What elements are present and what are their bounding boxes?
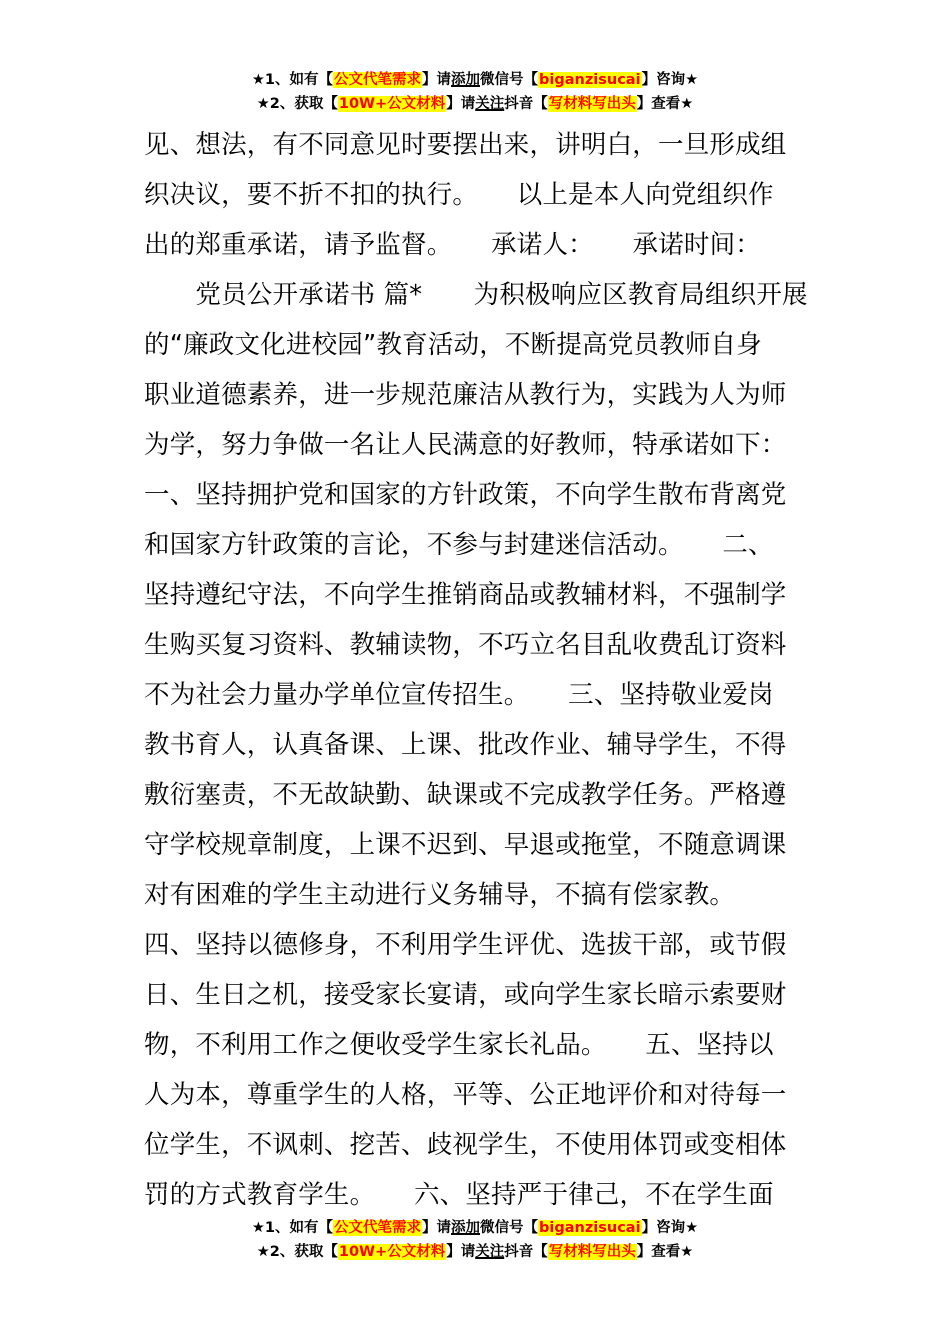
body-line: 的“廉政文化进校园”教育活动，不断提高党员教师自身 bbox=[144, 330, 762, 360]
banner-line-1 bbox=[0, 68, 950, 92]
underlined-add: 添加 bbox=[451, 72, 481, 88]
banner-text: 微信号【 bbox=[480, 72, 539, 88]
highlight-wechat-id: biganzisucai bbox=[539, 1220, 641, 1236]
banner-line-2 bbox=[0, 1240, 950, 1264]
body-line: 对有困难的学生主动进行义务辅导，不搞有偿家教。 bbox=[144, 880, 774, 910]
body-line: 物，不利用工作之便收受学生家长礼品。 五、坚持以 bbox=[144, 1030, 774, 1060]
body-line: 教书育人，认真备课、上课、批改作业、辅导学生，不得 bbox=[144, 730, 787, 760]
highlight-douyin-account: 写材料写出头 bbox=[548, 96, 636, 112]
body-line: 四、坚持以德修身，不利用学生评优、选拔干部，或节假 bbox=[144, 930, 787, 960]
footer-banner bbox=[0, 1216, 950, 1264]
body-line: 守学校规章制度，上课不迟到、早退或拖堂，不随意调课 bbox=[144, 830, 787, 860]
banner-text: 】查看★ bbox=[636, 1244, 694, 1260]
banner-text: 】咨询★ bbox=[641, 1220, 699, 1236]
body-line: 和国家方针政策的言论，不参与封建迷信活动。 二、 bbox=[144, 530, 774, 560]
banner-text: 微信号【 bbox=[480, 1220, 539, 1236]
body-line: 一、坚持拥护党和国家的方针政策，不向学生散布背离党 bbox=[144, 480, 787, 510]
underlined-add: 添加 bbox=[451, 1220, 481, 1236]
body-line: 敷衍塞责，不无故缺勤、缺课或不完成教学任务。严格遵 bbox=[144, 780, 787, 810]
body-line: 为学，努力争做一名让人民满意的好教师，特承诺如下： bbox=[144, 430, 787, 460]
banner-text: 】咨询★ bbox=[641, 72, 699, 88]
banner-text: ★2、获取【 bbox=[256, 1244, 338, 1260]
banner-text: ★1、如有【 bbox=[251, 1220, 334, 1236]
highlight-douyin-account: 写材料写出头 bbox=[548, 1244, 636, 1260]
highlight-service: 公文代笔需求 bbox=[334, 1220, 422, 1236]
banner-text: 】请 bbox=[422, 72, 452, 88]
banner-text: 】请 bbox=[422, 1220, 452, 1236]
body-line: 日、生日之机，接受家长宴请，或向学生家长暗示索要财 bbox=[144, 980, 787, 1010]
document-body bbox=[144, 120, 808, 1220]
highlight-wechat-id: biganzisucai bbox=[539, 72, 641, 88]
body-line: 生购买复习资料、教辅读物，不巧立名目乱收费乱订资料 bbox=[144, 630, 787, 660]
banner-text: 抖音【 bbox=[504, 1244, 548, 1260]
body-line: 不为社会力量办学单位宣传招生。 三、坚持敬业爱岗 bbox=[144, 680, 774, 710]
body-line: 人为本，尊重学生的人格，平等、公正地评价和对待每一 bbox=[144, 1080, 787, 1110]
banner-text: ★1、如有【 bbox=[251, 72, 334, 88]
highlight-materials: 10W+公文材料 bbox=[338, 96, 446, 112]
body-line: 织决议，要不折不扣的执行。 以上是本人向党组织作 bbox=[144, 180, 774, 210]
banner-text: 】请 bbox=[446, 96, 476, 112]
highlight-service: 公文代笔需求 bbox=[334, 72, 422, 88]
body-line: 位学生，不讽刺、挖苦、歧视学生，不使用体罚或变相体 bbox=[144, 1130, 787, 1160]
highlight-materials: 10W+公文材料 bbox=[338, 1244, 446, 1260]
underlined-follow: 关注 bbox=[475, 1244, 505, 1260]
banner-text: 】查看★ bbox=[636, 96, 694, 112]
body-line: 党员公开承诺书 篇* 为积极响应区教育局组织开展 bbox=[144, 280, 808, 310]
banner-line-1 bbox=[0, 1216, 950, 1240]
banner-line-2 bbox=[0, 92, 950, 116]
body-line: 见、想法，有不同意见时要摆出来，讲明白，一旦形成组 bbox=[144, 130, 787, 160]
body-line: 出的郑重承诺，请予监督。 承诺人： 承诺时间： bbox=[144, 230, 762, 260]
body-line: 职业道德素养，进一步规范廉洁从教行为，实践为人为师 bbox=[144, 380, 787, 410]
body-line: 罚的方式教育学生。 六、坚持严于律己，不在学生面 bbox=[144, 1180, 774, 1210]
banner-text: 】请 bbox=[446, 1244, 476, 1260]
underlined-follow: 关注 bbox=[475, 96, 505, 112]
header-banner bbox=[0, 68, 950, 116]
banner-text: ★2、获取【 bbox=[256, 96, 338, 112]
banner-text: 抖音【 bbox=[504, 96, 548, 112]
body-line: 坚持遵纪守法，不向学生推销商品或教辅材料，不强制学 bbox=[144, 580, 787, 610]
